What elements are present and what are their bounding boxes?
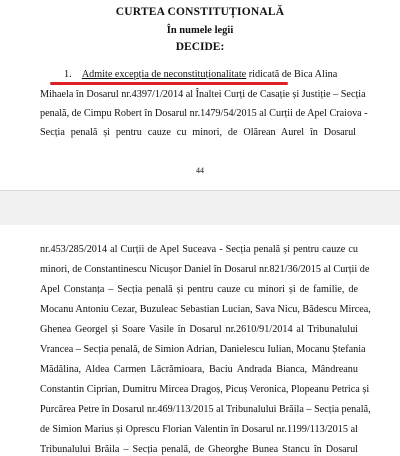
paragraph2-line-1: nr.453/285/2014 al Curții de Apel Suceava - Secția penală și pentru cauze cu: [40, 244, 358, 255]
document-page-1: [0, 0, 400, 190]
item-number: 1.: [64, 69, 72, 80]
line1-rest: ridicată de Bica Alina: [248, 69, 338, 80]
document-page-2: [0, 225, 400, 455]
paragraph2-line-6: Vrancea – Secția penală, de Simion Adrian, Danielescu Iulian, Mocanu Ștefania: [40, 344, 366, 355]
subtitle: În numele legii: [166, 25, 234, 36]
paragraph-line-3: penală, de Cimpu Robert în Dosarul nr.1479/54/2015 al Curții de Apel Craiova -: [40, 108, 368, 119]
paragraph2-line-7: Mădălina, Aldea Carmen Lăcrămioara, Baciu Andrada Bianca, Mândreanu: [40, 364, 358, 375]
page-separator: [0, 190, 400, 226]
paragraph2-line-5: Ghenea Georgel și Soare Vasile în Dosarul nr.2610/91/2014 al Tribunalului: [40, 324, 358, 335]
paragraph-line-1: [64, 69, 337, 81]
paragraph2-line-11: Tribunalului Brăila – Secția penală, de Gheorghe Bunea Stancu în Dosarul: [40, 444, 358, 455]
paragraph2-line-9: Purcărea Petre în Dosarul nr.469/113/2015 al Tribunalului Brăila – Secția penală,: [40, 404, 371, 415]
red-annotation-mark: [50, 82, 288, 85]
paragraph2-line-8: Constantin Ciprian, Dumitru Mircea Dragoș, Picuș Veronica, Plopeanu Petrica și: [40, 384, 370, 395]
paragraph2-line-10: de Simion Marius și Oprescu Florian Valentin în Dosarul nr.1199/113/2015 al: [40, 424, 358, 435]
page-number: 44: [196, 166, 204, 175]
paragraph2-line-4: Mocanu Antoniu Cezar, Buzuleac Sebastian Lucian, Sava Nicu, Bădescu Mircea,: [40, 304, 371, 315]
paragraph-line-4: Secția penală și pentru cauze cu minori, de Olărean Aurel în Dosarul: [40, 127, 356, 138]
paragraph2-line-2: minori, de Constantinescu Nicușor Daniel în Dosarul nr.821/36/2015 al Curții de: [40, 264, 370, 275]
court-title: CURTEA CONSTITUȚIONALĂ: [115, 6, 285, 18]
paragraph-line-2: Mihaela în Dosarul nr.4397/1/2014 al Înaltei Curți de Casație și Justiție – Secția: [40, 89, 366, 100]
paragraph2-line-3: Apel Constanța – Secția penală și pentru cauze cu minori și de familie, de: [40, 284, 358, 295]
decide-heading: DECIDE:: [175, 41, 225, 53]
admite-phrase: Admite excepția de neconstituționalitate: [81, 69, 247, 80]
